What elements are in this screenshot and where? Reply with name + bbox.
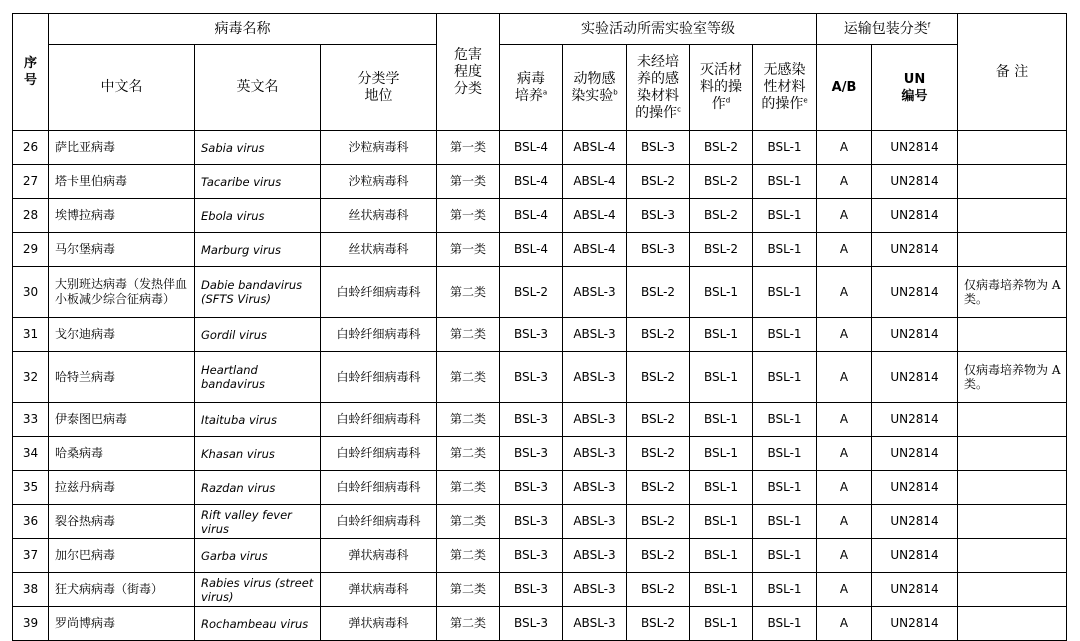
culture-level-cell: BSL-3 bbox=[500, 505, 563, 539]
ab-cell: A bbox=[817, 539, 872, 573]
remarks-cell bbox=[958, 539, 1067, 573]
transport-header: 运输包装分类$^f$ bbox=[817, 14, 958, 45]
uncultured-level-cell: BSL-2 bbox=[627, 437, 690, 471]
un-number-cell: UN2814 bbox=[872, 165, 958, 199]
remarks-cell bbox=[958, 471, 1067, 505]
remarks-cell: 仅病毒培养物为 A 类。 bbox=[958, 267, 1067, 318]
un-number-cell: UN2814 bbox=[872, 539, 958, 573]
noninfectious-header: 无感染 性材料 的操作$^e$ bbox=[753, 45, 817, 131]
seq-cell: 28 bbox=[13, 199, 49, 233]
inactivated-header: 灭活材 料的操 作$^d$ bbox=[690, 45, 753, 131]
inactivated-level-cell: BSL-1 bbox=[690, 267, 753, 318]
un-number-cell: UN2814 bbox=[872, 233, 958, 267]
noninfectious-level-cell: BSL-1 bbox=[753, 403, 817, 437]
un-number-cell: UN2814 bbox=[872, 471, 958, 505]
table-row bbox=[13, 267, 1067, 318]
en-name-cell: Rabies virus (street virus) bbox=[195, 573, 321, 607]
cn-name-cell: 伊泰图巴病毒 bbox=[49, 403, 195, 437]
seq-cell: 34 bbox=[13, 437, 49, 471]
hazard-cell: 第一类 bbox=[437, 199, 500, 233]
taxonomy-cell: 白蛉纤细病毒科 bbox=[321, 437, 437, 471]
ab-cell: A bbox=[817, 131, 872, 165]
en-name-cell: Rochambeau virus bbox=[195, 607, 321, 641]
footnote-b: b bbox=[613, 87, 618, 96]
uncultured-level-cell: BSL-3 bbox=[627, 199, 690, 233]
un-number-cell: UN2814 bbox=[872, 505, 958, 539]
header-row-2 bbox=[13, 45, 1067, 131]
seq-header: 序 号 bbox=[13, 14, 49, 131]
cn-name-cell: 哈桑病毒 bbox=[49, 437, 195, 471]
ab-cell: A bbox=[817, 318, 872, 352]
cn-name-cell: 拉兹丹病毒 bbox=[49, 471, 195, 505]
animal-level-cell: ABSL-3 bbox=[563, 437, 627, 471]
uncultured-level-cell: BSL-2 bbox=[627, 471, 690, 505]
culture-level-cell: BSL-3 bbox=[500, 403, 563, 437]
noninfectious-level-cell: BSL-1 bbox=[753, 267, 817, 318]
animal-level-cell: ABSL-3 bbox=[563, 318, 627, 352]
noninfectious-level-cell: BSL-1 bbox=[753, 352, 817, 403]
remarks-cell bbox=[958, 233, 1067, 267]
culture-level-cell: BSL-3 bbox=[500, 437, 563, 471]
table-row bbox=[13, 403, 1067, 437]
table-row bbox=[13, 199, 1067, 233]
hazard-cell: 第二类 bbox=[437, 267, 500, 318]
un-header: UN 编号 bbox=[872, 45, 958, 131]
en-name-cell: Rift valley fever virus bbox=[195, 505, 321, 539]
cn-name-cell: 塔卡里伯病毒 bbox=[49, 165, 195, 199]
noninfectious-level-cell: BSL-1 bbox=[753, 165, 817, 199]
hazard-cell: 第二类 bbox=[437, 607, 500, 641]
animal-level-cell: ABSL-3 bbox=[563, 352, 627, 403]
remarks-cell bbox=[958, 131, 1067, 165]
ab-cell: A bbox=[817, 165, 872, 199]
uncultured-level-cell: BSL-2 bbox=[627, 318, 690, 352]
footnote-c: c bbox=[677, 104, 681, 113]
en-name-cell: Garba virus bbox=[195, 539, 321, 573]
noninfectious-level-cell: BSL-1 bbox=[753, 607, 817, 641]
table-row bbox=[13, 165, 1067, 199]
cn-name-cell: 加尔巴病毒 bbox=[49, 539, 195, 573]
seq-cell: 37 bbox=[13, 539, 49, 573]
en-name-header: 英文名 bbox=[195, 45, 321, 131]
uncultured-level-cell: BSL-2 bbox=[627, 505, 690, 539]
animal-level-cell: ABSL-3 bbox=[563, 573, 627, 607]
hazard-cell: 第二类 bbox=[437, 573, 500, 607]
un-number-cell: UN2814 bbox=[872, 607, 958, 641]
remarks-cell bbox=[958, 403, 1067, 437]
taxonomy-cell: 弹状病毒科 bbox=[321, 573, 437, 607]
inactivated-level-cell: BSL-2 bbox=[690, 233, 753, 267]
hazard-cell: 第二类 bbox=[437, 471, 500, 505]
hazard-cell: 第二类 bbox=[437, 352, 500, 403]
ab-cell: A bbox=[817, 352, 872, 403]
taxonomy-cell: 白蛉纤细病毒科 bbox=[321, 471, 437, 505]
animal-level-cell: ABSL-4 bbox=[563, 131, 627, 165]
en-name-cell: Gordil virus bbox=[195, 318, 321, 352]
seq-cell: 38 bbox=[13, 573, 49, 607]
remarks-cell bbox=[958, 505, 1067, 539]
en-name-cell: Ebola virus bbox=[195, 199, 321, 233]
taxonomy-header: 分类学 地位 bbox=[321, 45, 437, 131]
animal-level-cell: ABSL-3 bbox=[563, 267, 627, 318]
table-row bbox=[13, 437, 1067, 471]
remarks-cell bbox=[958, 165, 1067, 199]
uncultured-level-cell: BSL-2 bbox=[627, 352, 690, 403]
hazard-cell: 第一类 bbox=[437, 165, 500, 199]
uncultured-level-cell: BSL-2 bbox=[627, 165, 690, 199]
en-name-cell: Tacaribe virus bbox=[195, 165, 321, 199]
culture-level-cell: BSL-4 bbox=[500, 199, 563, 233]
un-number-cell: UN2814 bbox=[872, 573, 958, 607]
seq-cell: 26 bbox=[13, 131, 49, 165]
animal-level-cell: ABSL-3 bbox=[563, 607, 627, 641]
cn-name-cell: 狂犬病病毒（街毒） bbox=[49, 573, 195, 607]
inactivated-level-cell: BSL-1 bbox=[690, 573, 753, 607]
inactivated-level-cell: BSL-2 bbox=[690, 131, 753, 165]
un-number-cell: UN2814 bbox=[872, 437, 958, 471]
header-row-1 bbox=[13, 14, 1067, 45]
footnote-f: f bbox=[927, 20, 931, 29]
un-number-cell: UN2814 bbox=[872, 403, 958, 437]
cn-name-header: 中文名 bbox=[49, 45, 195, 131]
animal-level-cell: ABSL-3 bbox=[563, 403, 627, 437]
animal-level-cell: ABSL-4 bbox=[563, 165, 627, 199]
inactivated-level-cell: BSL-1 bbox=[690, 403, 753, 437]
table-row bbox=[13, 539, 1067, 573]
remarks-cell bbox=[958, 318, 1067, 352]
noninfectious-level-cell: BSL-1 bbox=[753, 318, 817, 352]
taxonomy-cell: 白蛉纤细病毒科 bbox=[321, 267, 437, 318]
animal-header: 动物感 染实验$^b$ bbox=[563, 45, 627, 131]
table-row bbox=[13, 607, 1067, 641]
remarks-header: 备 注 bbox=[958, 14, 1067, 131]
uncultured-level-cell: BSL-2 bbox=[627, 573, 690, 607]
taxonomy-cell: 沙粒病毒科 bbox=[321, 165, 437, 199]
seq-cell: 29 bbox=[13, 233, 49, 267]
culture-level-cell: BSL-4 bbox=[500, 165, 563, 199]
culture-header: 病毒 培养$^a$ bbox=[500, 45, 563, 131]
taxonomy-cell: 白蛉纤细病毒科 bbox=[321, 403, 437, 437]
uncultured-level-cell: BSL-2 bbox=[627, 267, 690, 318]
noninfectious-level-cell: BSL-1 bbox=[753, 437, 817, 471]
remarks-cell bbox=[958, 573, 1067, 607]
noninfectious-level-cell: BSL-1 bbox=[753, 505, 817, 539]
remarks-cell bbox=[958, 437, 1067, 471]
culture-level-cell: BSL-3 bbox=[500, 352, 563, 403]
en-name-cell: Dabie bandavirus (SFTS Virus) bbox=[195, 267, 321, 318]
hazard-cell: 第一类 bbox=[437, 131, 500, 165]
noninfectious-level-cell: BSL-1 bbox=[753, 573, 817, 607]
taxonomy-cell: 白蛉纤细病毒科 bbox=[321, 352, 437, 403]
uncultured-level-cell: BSL-2 bbox=[627, 539, 690, 573]
culture-level-cell: BSL-3 bbox=[500, 539, 563, 573]
animal-level-cell: ABSL-3 bbox=[563, 505, 627, 539]
uncultured-level-cell: BSL-3 bbox=[627, 131, 690, 165]
table-row bbox=[13, 573, 1067, 607]
inactivated-level-cell: BSL-1 bbox=[690, 607, 753, 641]
noninfectious-level-cell: BSL-1 bbox=[753, 471, 817, 505]
hazard-cell: 第二类 bbox=[437, 318, 500, 352]
uncultured-level-cell: BSL-3 bbox=[627, 233, 690, 267]
inactivated-level-cell: BSL-1 bbox=[690, 437, 753, 471]
table-row bbox=[13, 505, 1067, 539]
un-number-cell: UN2814 bbox=[872, 318, 958, 352]
animal-level-cell: ABSL-4 bbox=[563, 233, 627, 267]
inactivated-level-cell: BSL-1 bbox=[690, 352, 753, 403]
hazard-cell: 第二类 bbox=[437, 539, 500, 573]
en-name-cell: Sabia virus bbox=[195, 131, 321, 165]
ab-cell: A bbox=[817, 505, 872, 539]
footnote-d: d bbox=[725, 96, 731, 105]
inactivated-level-cell: BSL-1 bbox=[690, 471, 753, 505]
ab-cell: A bbox=[817, 267, 872, 318]
cn-name-cell: 戈尔迪病毒 bbox=[49, 318, 195, 352]
noninfectious-level-cell: BSL-1 bbox=[753, 131, 817, 165]
culture-level-cell: BSL-3 bbox=[500, 318, 563, 352]
uncultured-level-cell: BSL-2 bbox=[627, 607, 690, 641]
seq-cell: 35 bbox=[13, 471, 49, 505]
hazard-cell: 第二类 bbox=[437, 505, 500, 539]
cn-name-cell: 裂谷热病毒 bbox=[49, 505, 195, 539]
uncultured-header: 未经培 养的感 染材料 的操作$^c$ bbox=[627, 45, 690, 131]
seq-cell: 31 bbox=[13, 318, 49, 352]
en-name-cell: Itaituba virus bbox=[195, 403, 321, 437]
taxonomy-cell: 沙粒病毒科 bbox=[321, 131, 437, 165]
ab-cell: A bbox=[817, 437, 872, 471]
animal-level-cell: ABSL-3 bbox=[563, 539, 627, 573]
cn-name-cell: 埃博拉病毒 bbox=[49, 199, 195, 233]
seq-cell: 33 bbox=[13, 403, 49, 437]
inactivated-level-cell: BSL-1 bbox=[690, 318, 753, 352]
seq-cell: 32 bbox=[13, 352, 49, 403]
footnote-e: e bbox=[803, 96, 808, 105]
remarks-cell bbox=[958, 199, 1067, 233]
lab-level-header: 实验活动所需实验室等级 bbox=[500, 14, 817, 45]
seq-cell: 39 bbox=[13, 607, 49, 641]
inactivated-level-cell: BSL-2 bbox=[690, 199, 753, 233]
seq-cell: 36 bbox=[13, 505, 49, 539]
seq-cell: 30 bbox=[13, 267, 49, 318]
culture-level-cell: BSL-3 bbox=[500, 607, 563, 641]
cn-name-cell: 萨比亚病毒 bbox=[49, 131, 195, 165]
hazard-cell: 第二类 bbox=[437, 403, 500, 437]
hazard-cell: 第一类 bbox=[437, 233, 500, 267]
taxonomy-cell: 白蛉纤细病毒科 bbox=[321, 318, 437, 352]
un-number-cell: UN2814 bbox=[872, 352, 958, 403]
ab-cell: A bbox=[817, 573, 872, 607]
seq-cell: 27 bbox=[13, 165, 49, 199]
hazard-header: 危害 程度 分类 bbox=[437, 14, 500, 131]
table-row bbox=[13, 233, 1067, 267]
table-body bbox=[13, 131, 1067, 641]
table-row bbox=[13, 471, 1067, 505]
animal-level-cell: ABSL-3 bbox=[563, 471, 627, 505]
inactivated-level-cell: BSL-1 bbox=[690, 505, 753, 539]
cn-name-cell: 马尔堡病毒 bbox=[49, 233, 195, 267]
en-name-cell: Razdan virus bbox=[195, 471, 321, 505]
cn-name-cell: 大别班达病毒（发热伴血小板减少综合征病毒） bbox=[49, 267, 195, 318]
remarks-cell bbox=[958, 607, 1067, 641]
table-row bbox=[13, 131, 1067, 165]
cn-name-cell: 哈特兰病毒 bbox=[49, 352, 195, 403]
noninfectious-level-cell: BSL-1 bbox=[753, 199, 817, 233]
inactivated-level-cell: BSL-1 bbox=[690, 539, 753, 573]
ab-cell: A bbox=[817, 471, 872, 505]
virus-table bbox=[12, 13, 1067, 641]
table-row bbox=[13, 318, 1067, 352]
noninfectious-level-cell: BSL-1 bbox=[753, 539, 817, 573]
taxonomy-cell: 弹状病毒科 bbox=[321, 539, 437, 573]
un-number-cell: UN2814 bbox=[872, 199, 958, 233]
virus-name-header: 病毒名称 bbox=[49, 14, 437, 45]
ab-cell: A bbox=[817, 233, 872, 267]
un-number-cell: UN2814 bbox=[872, 131, 958, 165]
culture-level-cell: BSL-3 bbox=[500, 573, 563, 607]
culture-level-cell: BSL-4 bbox=[500, 131, 563, 165]
noninfectious-level-cell: BSL-1 bbox=[753, 233, 817, 267]
cn-name-cell: 罗尚博病毒 bbox=[49, 607, 195, 641]
en-name-cell: Marburg virus bbox=[195, 233, 321, 267]
taxonomy-cell: 丝状病毒科 bbox=[321, 199, 437, 233]
en-name-cell: Khasan virus bbox=[195, 437, 321, 471]
en-name-cell: Heartland bandavirus bbox=[195, 352, 321, 403]
ab-header: A/B bbox=[817, 45, 872, 131]
footnote-a: a bbox=[542, 87, 548, 96]
ab-cell: A bbox=[817, 403, 872, 437]
hazard-cell: 第二类 bbox=[437, 437, 500, 471]
culture-level-cell: BSL-4 bbox=[500, 233, 563, 267]
uncultured-level-cell: BSL-2 bbox=[627, 403, 690, 437]
taxonomy-cell: 弹状病毒科 bbox=[321, 607, 437, 641]
taxonomy-cell: 丝状病毒科 bbox=[321, 233, 437, 267]
taxonomy-cell: 白蛉纤细病毒科 bbox=[321, 505, 437, 539]
inactivated-level-cell: BSL-2 bbox=[690, 165, 753, 199]
culture-level-cell: BSL-3 bbox=[500, 471, 563, 505]
remarks-cell: 仅病毒培养物为 A 类。 bbox=[958, 352, 1067, 403]
table-row bbox=[13, 352, 1067, 403]
culture-level-cell: BSL-2 bbox=[500, 267, 563, 318]
ab-cell: A bbox=[817, 607, 872, 641]
un-number-cell: UN2814 bbox=[872, 267, 958, 318]
animal-level-cell: ABSL-4 bbox=[563, 199, 627, 233]
ab-cell: A bbox=[817, 199, 872, 233]
